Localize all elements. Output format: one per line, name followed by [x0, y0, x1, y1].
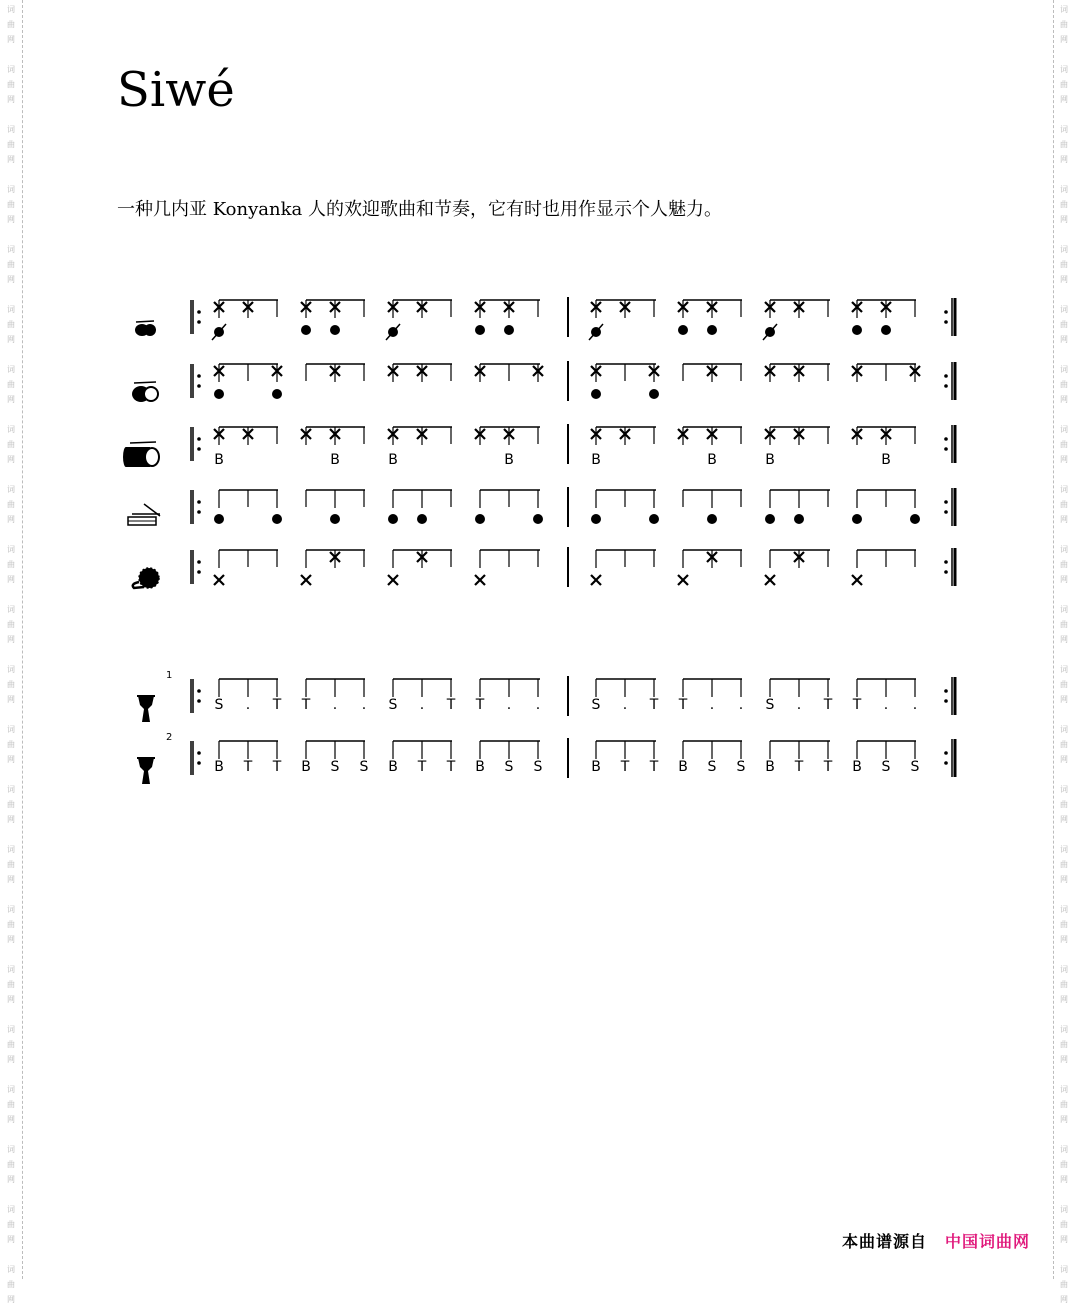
stroke-letter: . [912, 697, 918, 713]
open-note-dot [794, 514, 804, 524]
repeat-end-dot [944, 310, 948, 314]
watermark-char: 网 [7, 1175, 15, 1184]
watermark-char: 网 [7, 1055, 15, 1064]
watermark-char: 网 [1060, 1175, 1068, 1184]
watermark-char: 曲 [7, 1220, 15, 1229]
watermark-char: 词 [1060, 185, 1068, 194]
large-dundun-icon [146, 449, 158, 465]
repeat-end-dot [944, 751, 948, 755]
watermark-char: 网 [7, 695, 15, 704]
watermark-char: 词 [7, 1025, 15, 1034]
watermark-char: 词 [1060, 605, 1068, 614]
watermark-char: 词 [7, 365, 15, 374]
stroke-letter: T [417, 759, 427, 775]
watermark-char: 曲 [1060, 800, 1068, 809]
watermark-char: 词 [1060, 725, 1068, 734]
repeat-end-dot [944, 447, 948, 451]
watermark-char: 网 [1060, 335, 1068, 344]
watermark-char: 曲 [7, 500, 15, 509]
open-note-dot [533, 514, 543, 524]
repeat-start-dot [197, 437, 201, 441]
repeat-start-dot [197, 447, 201, 451]
stroke-letter: B [301, 759, 311, 775]
watermark-char: 词 [1060, 425, 1068, 434]
open-note-dot [330, 514, 340, 524]
watermark-char: 曲 [1060, 740, 1068, 749]
large-dundun-icon [130, 442, 156, 443]
watermark-char: 曲 [1060, 260, 1068, 269]
watermark-char: 曲 [1060, 140, 1068, 149]
bass-letter: B [765, 452, 775, 468]
watermark-char: 网 [7, 995, 15, 1004]
watermark-char: 词 [7, 65, 15, 74]
watermark-char: 网 [1060, 695, 1068, 704]
watermark-char: 网 [7, 215, 15, 224]
watermark-char: 曲 [7, 1160, 15, 1169]
watermark-char: 网 [7, 1295, 15, 1304]
watermark-char: 词 [7, 485, 15, 494]
watermark-char: 网 [1060, 275, 1068, 284]
stroke-letter: T [678, 697, 688, 713]
open-note-dot [707, 325, 717, 335]
watermark-char: 曲 [7, 380, 15, 389]
repeat-end-dot [944, 560, 948, 564]
watermark-char: 词 [1060, 905, 1068, 914]
watermark-char: 词 [1060, 665, 1068, 674]
watermark-char: 词 [1060, 5, 1068, 14]
stroke-letter: S [533, 759, 543, 775]
repeat-end-dot [944, 320, 948, 324]
watermark-char: 网 [1060, 1055, 1068, 1064]
watermark-char: 曲 [1060, 80, 1068, 89]
stroke-letter: T [243, 759, 253, 775]
watermark-char: 曲 [7, 680, 15, 689]
repeat-start-dot [197, 761, 201, 765]
stroke-letter: S [707, 759, 717, 775]
watermark-char: 网 [1060, 1295, 1068, 1304]
stroke-letter: . [332, 697, 338, 713]
watermark-char: 曲 [1060, 20, 1068, 29]
watermark-char: 曲 [7, 620, 15, 629]
repeat-end-dot [944, 699, 948, 703]
watermark-char: 词 [7, 305, 15, 314]
small-dundun-icon [144, 324, 156, 336]
watermark-char: 曲 [1060, 1220, 1068, 1229]
watermark-char: 词 [7, 725, 15, 734]
watermark-char: 网 [1060, 875, 1068, 884]
player-number: 2 [166, 732, 173, 743]
medium-dundun-icon [145, 388, 157, 400]
stroke-letter: T [649, 759, 659, 775]
watermark-char: 网 [7, 395, 15, 404]
watermark-char: 网 [1060, 995, 1068, 1004]
repeat-start-dot [197, 751, 201, 755]
watermark-char: 曲 [1060, 200, 1068, 209]
repeat-start-dot [197, 699, 201, 703]
stroke-letter: . [796, 697, 802, 713]
repeat-end-dot [944, 374, 948, 378]
watermark-char: 网 [1060, 1235, 1068, 1244]
watermark-char: 词 [7, 965, 15, 974]
watermark-char: 网 [1060, 635, 1068, 644]
watermark-char: 词 [1060, 245, 1068, 254]
stroke-letter: . [883, 697, 889, 713]
watermark-char: 网 [7, 35, 15, 44]
repeat-end-dot [944, 689, 948, 693]
stroke-letter: . [419, 697, 425, 713]
bass-letter: B [214, 452, 224, 468]
repeat-start-dot [197, 570, 201, 574]
open-note-dot [417, 514, 427, 524]
bass-letter: B [881, 452, 891, 468]
open-note-dot [707, 514, 717, 524]
watermark-char: 词 [7, 605, 15, 614]
watermark-char: 词 [1060, 1025, 1068, 1034]
watermark-char: 词 [1060, 1265, 1068, 1274]
watermark-char: 网 [1060, 395, 1068, 404]
open-note-dot [881, 325, 891, 335]
repeat-end-dot [944, 384, 948, 388]
stroke-letter: T [301, 697, 311, 713]
stroke-letter: T [823, 697, 833, 713]
watermark-char: 词 [1060, 1145, 1068, 1154]
stroke-letter: T [620, 759, 630, 775]
watermark-char: 曲 [7, 980, 15, 989]
stroke-letter: B [852, 759, 862, 775]
bass-letter: B [591, 452, 601, 468]
watermark-char: 词 [7, 545, 15, 554]
stroke-letter: S [359, 759, 369, 775]
open-note-dot [649, 389, 659, 399]
stroke-letter: S [736, 759, 746, 775]
watermark-char: 词 [7, 1265, 15, 1274]
open-note-dot [272, 514, 282, 524]
stroke-letter: B [765, 759, 775, 775]
stroke-letter: . [622, 697, 628, 713]
watermark-char: 曲 [1060, 1040, 1068, 1049]
stroke-letter: T [794, 759, 804, 775]
repeat-end-dot [944, 570, 948, 574]
repeat-end-dot [944, 761, 948, 765]
watermark-char: 曲 [1060, 320, 1068, 329]
watermark-char: 词 [7, 905, 15, 914]
repeat-end-dot [944, 500, 948, 504]
watermark-char: 词 [1060, 65, 1068, 74]
watermark-char: 词 [7, 185, 15, 194]
watermark-char: 网 [7, 335, 15, 344]
watermark-char: 曲 [7, 560, 15, 569]
watermark-char: 词 [1060, 1205, 1068, 1214]
watermark-char: 曲 [1060, 620, 1068, 629]
watermark-char: 网 [7, 815, 15, 824]
watermark-char: 网 [7, 635, 15, 644]
watermark-char: 词 [7, 125, 15, 134]
open-note-dot [272, 389, 282, 399]
repeat-end-dot [944, 510, 948, 514]
watermark-char: 词 [7, 785, 15, 794]
repeat-start-dot [197, 560, 201, 564]
open-note-dot [301, 325, 311, 335]
song-description: 一种几内亚 Konyanka 人的欢迎歌曲和节奏，它有时也用作显示个人魅力。 [117, 199, 722, 220]
watermark-char: 曲 [1060, 500, 1068, 509]
stroke-letter: . [506, 697, 512, 713]
open-note-dot [852, 325, 862, 335]
watermark-char: 词 [7, 5, 15, 14]
stroke-letter: T [446, 759, 456, 775]
stroke-letter: T [823, 759, 833, 775]
watermark-char: 网 [7, 575, 15, 584]
stroke-letter: B [475, 759, 485, 775]
player-number: 1 [166, 670, 173, 681]
watermark-char: 网 [1060, 95, 1068, 104]
watermark-char: 曲 [1060, 1100, 1068, 1109]
watermark-char: 网 [1060, 155, 1068, 164]
watermark-char: 词 [7, 1205, 15, 1214]
stroke-letter: S [910, 759, 920, 775]
watermark-char: 网 [1060, 215, 1068, 224]
bass-letter: B [388, 452, 398, 468]
watermark-char: 词 [1060, 365, 1068, 374]
watermark-char: 曲 [7, 140, 15, 149]
stroke-letter: . [738, 697, 744, 713]
watermark-char: 词 [1060, 785, 1068, 794]
watermark-char: 词 [1060, 1085, 1068, 1094]
stroke-letter: S [504, 759, 514, 775]
watermark-char: 曲 [7, 260, 15, 269]
shaker-icon [139, 568, 159, 588]
watermark-char: 词 [1060, 845, 1068, 854]
watermark-char: 曲 [1060, 380, 1068, 389]
open-note-dot [388, 514, 398, 524]
stroke-letter: S [330, 759, 340, 775]
watermark-char: 词 [1060, 965, 1068, 974]
stroke-letter: B [591, 759, 601, 775]
stroke-letter: S [214, 697, 224, 713]
open-note-dot [649, 514, 659, 524]
watermark-char: 网 [1060, 455, 1068, 464]
watermark-char: 网 [1060, 755, 1068, 764]
watermark-char: 曲 [7, 440, 15, 449]
open-note-dot [504, 325, 514, 335]
watermark-char: 网 [7, 1235, 15, 1244]
watermark-char: 曲 [7, 320, 15, 329]
source-brand-link[interactable]: 中国词曲网 [945, 1232, 1031, 1251]
watermark-char: 网 [7, 515, 15, 524]
watermark-char: 词 [7, 245, 15, 254]
watermark-char: 词 [7, 845, 15, 854]
stroke-letter: . [361, 697, 367, 713]
stroke-letter: B [388, 759, 398, 775]
watermark-char: 网 [1060, 1115, 1068, 1124]
watermark-char: 网 [7, 275, 15, 284]
watermark-char: 词 [7, 1145, 15, 1154]
open-note-dot [678, 325, 688, 335]
repeat-end-dot [944, 437, 948, 441]
bass-letter: B [707, 452, 717, 468]
open-note-dot [910, 514, 920, 524]
watermark-char: 网 [7, 935, 15, 944]
watermark-char: 网 [7, 155, 15, 164]
watermark-char: 网 [7, 455, 15, 464]
open-note-dot [591, 514, 601, 524]
watermark-char: 曲 [7, 200, 15, 209]
open-note-dot [591, 389, 601, 399]
watermark-char: 词 [1060, 485, 1068, 494]
stroke-letter: T [475, 697, 485, 713]
repeat-start-dot [197, 374, 201, 378]
stroke-letter: S [591, 697, 601, 713]
watermark-char: 网 [1060, 575, 1068, 584]
watermark-char: 曲 [7, 1040, 15, 1049]
source-footer [842, 1229, 1030, 1252]
watermark-char: 曲 [7, 740, 15, 749]
watermark-char: 词 [1060, 305, 1068, 314]
watermark-char: 曲 [7, 800, 15, 809]
watermark-char: 网 [1060, 35, 1068, 44]
stroke-letter: S [881, 759, 891, 775]
medium-dundun-icon [134, 382, 156, 383]
watermark-char: 曲 [7, 80, 15, 89]
open-note-dot [852, 514, 862, 524]
stroke-letter: B [678, 759, 688, 775]
open-note-dot [330, 325, 340, 335]
watermark-char: 曲 [7, 860, 15, 869]
repeat-start-dot [197, 689, 201, 693]
stroke-letter: T [649, 697, 659, 713]
watermark-char: 词 [1060, 545, 1068, 554]
stroke-letter: . [245, 697, 251, 713]
watermark-char: 网 [7, 755, 15, 764]
stroke-letter: T [446, 697, 456, 713]
large-dundun-icon [123, 447, 129, 467]
watermark-char: 网 [7, 875, 15, 884]
watermark-char: 曲 [7, 920, 15, 929]
watermark-char: 网 [7, 95, 15, 104]
repeat-start-dot [197, 310, 201, 314]
stroke-letter: S [765, 697, 775, 713]
watermark-char: 曲 [7, 1280, 15, 1289]
stroke-letter: . [535, 697, 541, 713]
open-note-dot [475, 325, 485, 335]
stroke-letter: T [852, 697, 862, 713]
djembe-icon [138, 758, 154, 784]
open-note-dot [765, 514, 775, 524]
watermark-char: 曲 [1060, 680, 1068, 689]
watermark-char: 词 [1060, 125, 1068, 134]
watermark-char: 网 [1060, 815, 1068, 824]
watermark-char: 词 [7, 425, 15, 434]
bass-letter: B [504, 452, 514, 468]
watermark-char: 曲 [1060, 1280, 1068, 1289]
watermark-char: 曲 [7, 1100, 15, 1109]
bass-letter: B [330, 452, 340, 468]
stroke-letter: . [709, 697, 715, 713]
repeat-start-dot [197, 384, 201, 388]
open-note-dot [475, 514, 485, 524]
watermark-char: 网 [7, 1115, 15, 1124]
watermark-char: 网 [1060, 935, 1068, 944]
djembe-icon [138, 696, 154, 722]
source-label: 本曲谱源自 [842, 1232, 928, 1251]
watermark-char: 曲 [1060, 1160, 1068, 1169]
stroke-letter: S [388, 697, 398, 713]
watermark-char: 曲 [1060, 860, 1068, 869]
stroke-letter: T [272, 759, 282, 775]
watermark-char: 曲 [1060, 440, 1068, 449]
watermark-char: 词 [7, 665, 15, 674]
open-note-dot [214, 514, 224, 524]
watermark-char: 曲 [1060, 980, 1068, 989]
watermark-char: 曲 [1060, 920, 1068, 929]
small-dundun-icon [136, 321, 154, 322]
repeat-start-dot [197, 320, 201, 324]
stroke-letter: B [214, 759, 224, 775]
repeat-start-dot [197, 510, 201, 514]
stroke-letter: T [272, 697, 282, 713]
open-note-dot [214, 389, 224, 399]
watermark-char: 曲 [1060, 560, 1068, 569]
song-title: Siwé [117, 62, 235, 118]
watermark-char: 曲 [7, 20, 15, 29]
repeat-start-dot [197, 500, 201, 504]
watermark-char: 词 [7, 1085, 15, 1094]
watermark-char: 网 [1060, 515, 1068, 524]
